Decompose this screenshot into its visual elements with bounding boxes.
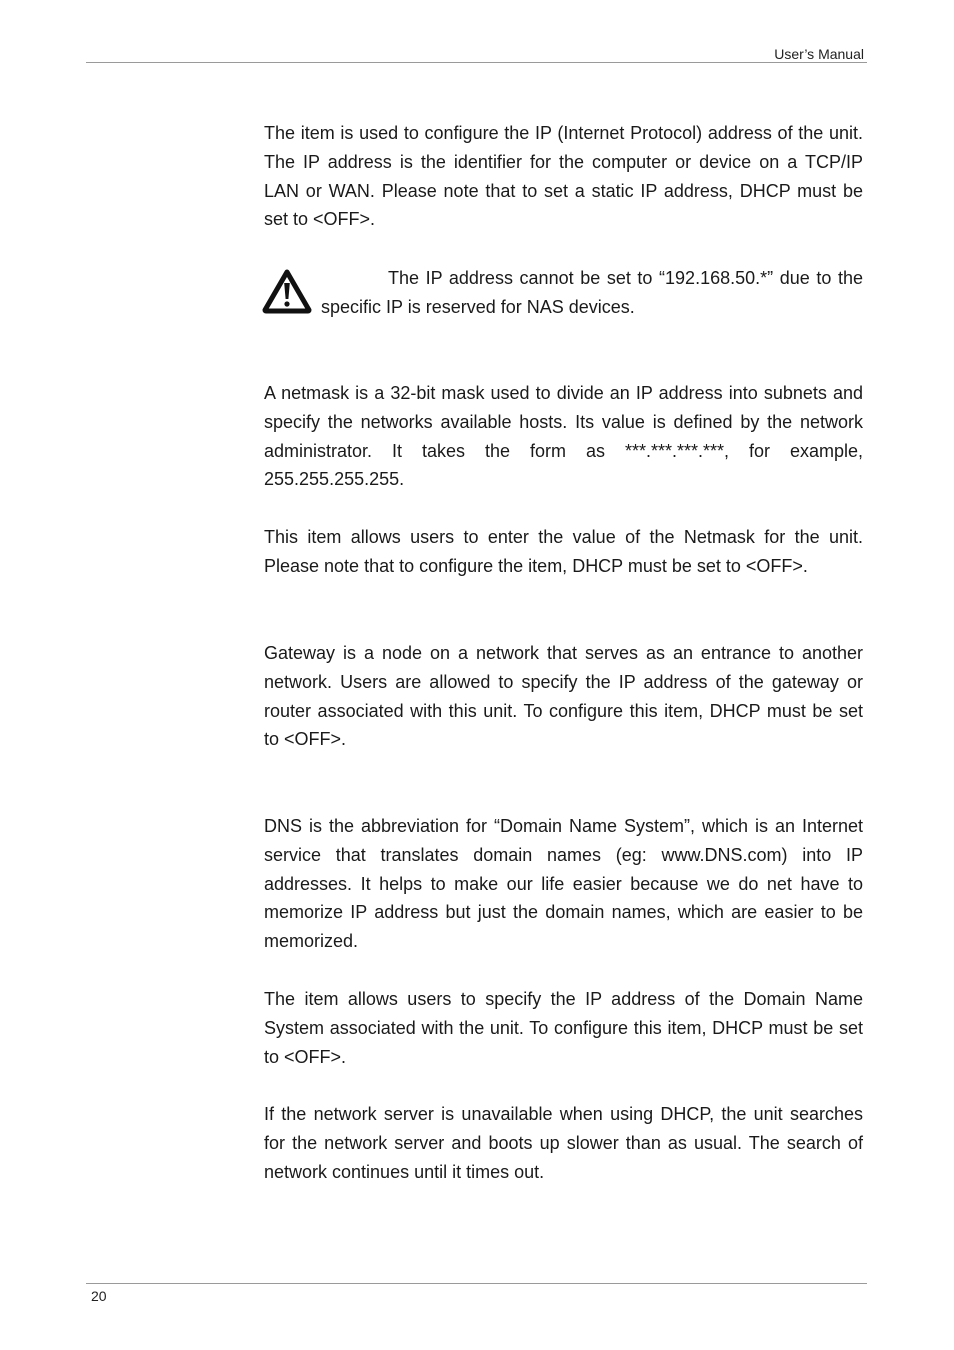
page-number: 20	[91, 1288, 107, 1304]
note-block	[262, 264, 864, 324]
netmask-intro-paragraph: A netmask is a 32-bit mask used to divide an IP address into subnets and specify the networks available hosts. Its value is defined by the network administrator. It takes the form as ***.***.***.***, for example, 255.255.255.255.	[264, 383, 863, 490]
netmask-paragraph: This item allows users to enter the value of the Netmask for the unit. Please note that to configure the item, DHCP must be set to <OFF>.	[264, 527, 863, 576]
dhcp-note-paragraph: If the network server is unavailable when using DHCP, the unit searches for the network server and boots up slower than as usual. The search of network continues until it times out.	[264, 1104, 863, 1182]
ip-address-paragraph: The item is used to configure the IP (Internet Protocol) address of the unit. The IP address is the identifier for the computer or device on a TCP/IP LAN or WAN. Please note that to set a static IP address, DHCP must be set to <OFF>.	[264, 123, 863, 230]
footer-rule	[86, 1283, 867, 1284]
dns-intro-paragraph: DNS is the abbreviation for “Domain Name System”, which is an Internet service that translates domain names (eg: www.DNS.com) into IP addresses. It helps to make our life easier because we do net have to memorize IP address but just the domain names, which are easier to be memorized.	[264, 816, 863, 952]
gateway-paragraph: Gateway is a node on a network that serves as an entrance to another network. Users are allowed to specify the IP address of the gateway or router associated with this unit. To configure this item, DHCP must be set to <OFF>.	[264, 643, 863, 750]
running-header: User’s Manual	[774, 46, 864, 62]
header-rule	[86, 62, 867, 63]
dns-paragraph: The item allows users to specify the IP address of the Domain Name System associated with the unit. To configure this item, DHCP must be set to <OFF>.	[264, 989, 863, 1067]
warning-icon	[262, 268, 312, 314]
note-text: The IP address cannot be set to “192.168.50.*” due to the specific IP is reserved for NAS devices.	[321, 268, 863, 317]
